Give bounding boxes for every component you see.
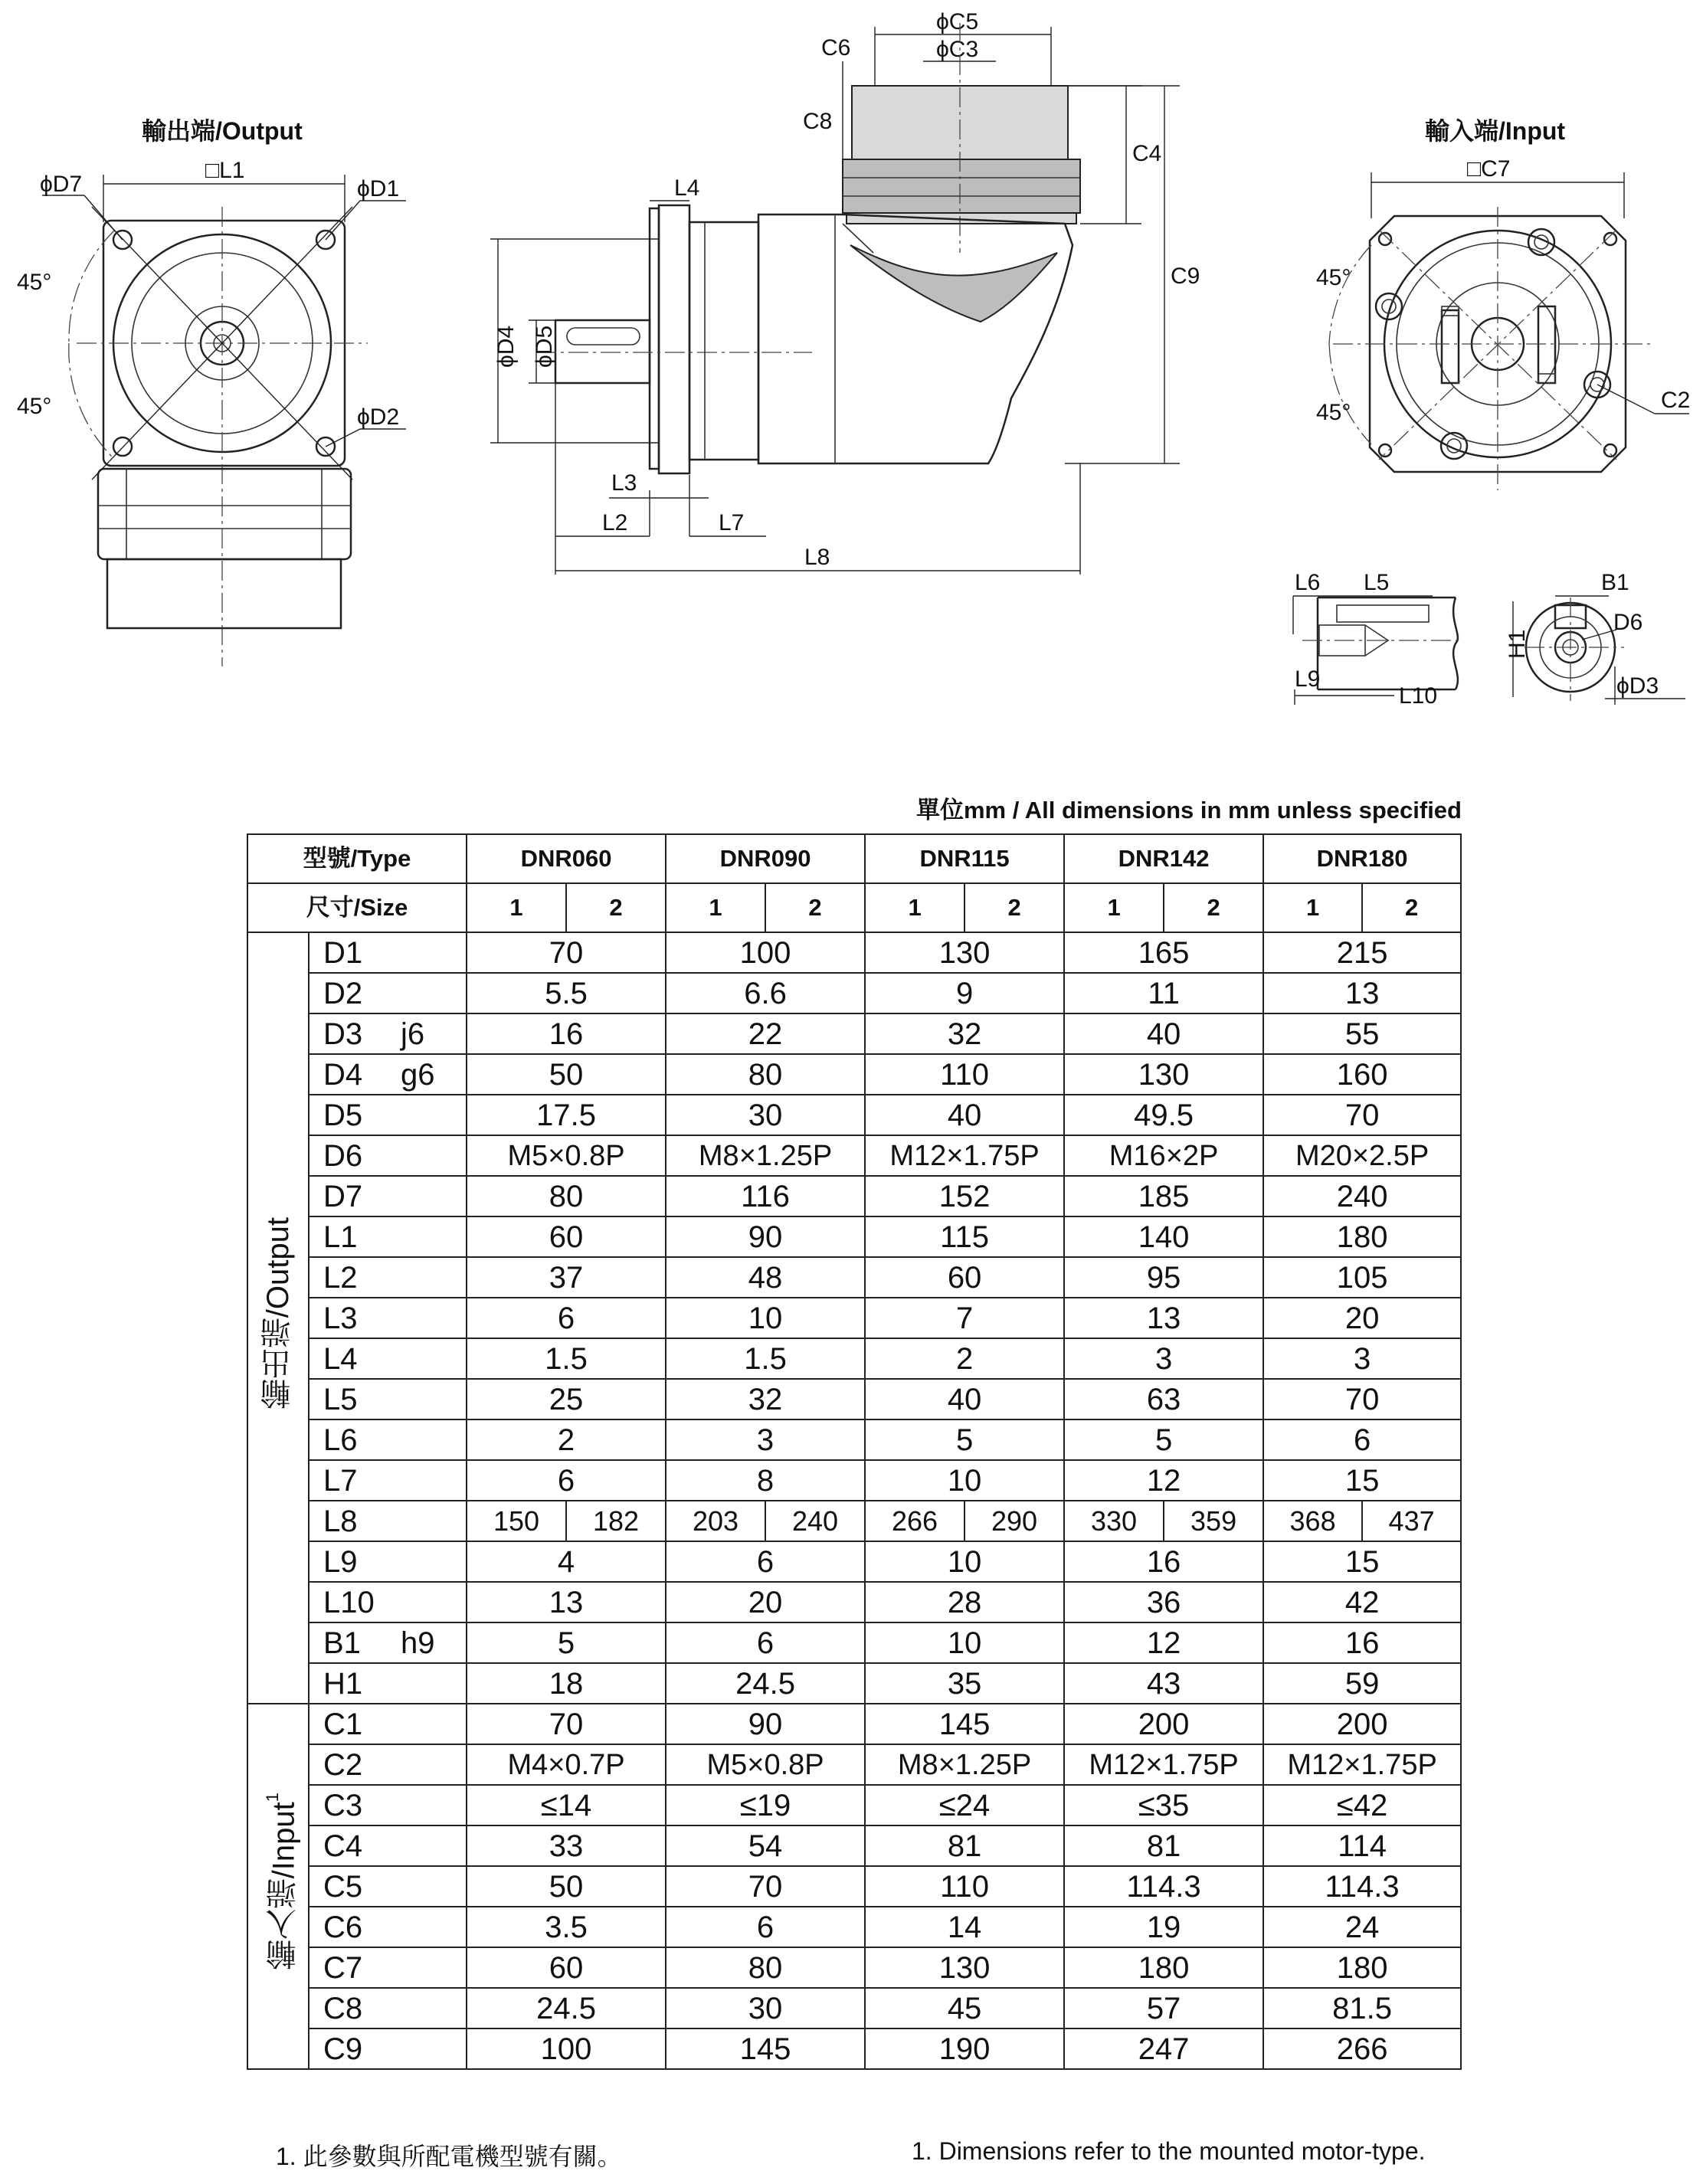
param-tolerance [378,2028,467,2069]
param-tolerance [378,1988,467,2028]
dim-C2: C2 [1661,388,1691,413]
model-header: DNR115 [865,834,1064,883]
angle-bottom-label: 45° [17,394,52,419]
value-cell: 50 [467,1866,666,1907]
param-name: B1 [309,1622,378,1663]
value-cell: 2 [467,1419,666,1460]
table-row [247,1947,1461,1988]
value-cell: M8×1.25P [865,1744,1064,1785]
value-cell: 130 [865,932,1064,973]
value-cell: 33 [467,1825,666,1866]
dim-D3: ϕD3 [1616,673,1659,699]
value-cell: 1.5 [467,1338,666,1379]
value-cell: 145 [666,2028,865,2069]
value-cell: 5 [865,1419,1064,1460]
value-cell: 145 [865,1704,1064,1744]
section-label [247,932,309,1704]
value-cell: 60 [865,1257,1064,1298]
value-cell: 55 [1263,1013,1461,1054]
value-cell: M12×1.75P [1263,1744,1461,1785]
dim-L3: L3 [611,470,637,496]
footnote-chinese: 1. 此參數與所配電機型號有關。 [276,2143,622,2170]
value-cell: 114.3 [1263,1866,1461,1907]
dim-D7: ϕD7 [40,172,83,197]
model-header: DNR090 [666,834,865,883]
value-cell: 140 [1064,1216,1263,1257]
value-cell: ≤14 [467,1785,666,1825]
value-cell: M8×1.25P [666,1135,865,1176]
param-name: C9 [309,2028,378,2069]
value-cell: 6 [1263,1419,1461,1460]
value-cell: 190 [865,2028,1064,2069]
param-name: L7 [309,1460,378,1501]
value-cell: 15 [1263,1460,1461,1501]
value-cell: 80 [666,1054,865,1095]
param-tolerance [378,1704,467,1744]
value-cell: 20 [1263,1298,1461,1338]
value-cell: 16 [1263,1622,1461,1663]
dim-C5: ϕC5 [936,9,979,34]
dim-L7: L7 [719,510,745,535]
model-header: DNR180 [1263,834,1461,883]
param-name: C1 [309,1704,378,1744]
value-cell: 110 [865,1866,1064,1907]
size-header: 2 [566,883,666,932]
value-cell: 11 [1064,973,1263,1013]
dim-L2: L2 [602,510,628,535]
param-name: D1 [309,932,378,973]
value-cell: 115 [865,1216,1064,1257]
value-cell: 100 [666,932,865,973]
param-name: C2 [309,1744,378,1785]
value-cell: 182 [566,1501,666,1541]
table-row [247,1257,1461,1298]
value-cell: 160 [1263,1054,1461,1095]
param-tolerance [378,1744,467,1785]
param-name: H1 [309,1663,378,1704]
param-name: D5 [309,1095,378,1135]
table-row [247,1988,1461,2028]
param-name: C7 [309,1947,378,1988]
param-tolerance [378,1135,467,1176]
section-footnote-marker: 1 [262,1793,282,1803]
input-angle-top-label: 45° [1316,265,1351,290]
value-cell: 30 [666,1988,865,2028]
param-tolerance: g6 [378,1054,467,1095]
table-row [247,1663,1461,1704]
table-row [247,1501,1461,1541]
param-name: L10 [309,1582,378,1622]
dim-L10: L10 [1399,683,1438,709]
param-name: C4 [309,1825,378,1866]
value-cell: 9 [865,973,1064,1013]
section-label-text: 輸入端/Input [267,1802,301,1971]
value-cell: 13 [1064,1298,1263,1338]
value-cell: 2 [865,1338,1064,1379]
value-cell: 330 [1064,1501,1164,1541]
value-cell: 6 [467,1298,666,1338]
value-cell: 105 [1263,1257,1461,1298]
value-cell: 100 [467,2028,666,2069]
value-cell: 5.5 [467,973,666,1013]
shaft-end-detail [1505,570,1685,705]
input-angle-bottom-label: 45° [1316,400,1351,425]
param-name: D6 [309,1135,378,1176]
input-view [1316,117,1690,490]
value-cell: 59 [1263,1663,1461,1704]
table-row [247,932,1461,973]
param-tolerance [378,1501,467,1541]
model-header: DNR142 [1064,834,1263,883]
value-cell: 24 [1263,1907,1461,1947]
param-name: C3 [309,1785,378,1825]
value-cell: 130 [1064,1054,1263,1095]
dim-D5: ϕD5 [532,325,557,368]
value-cell: 24.5 [467,1988,666,2028]
type-label: 型號/Type [247,834,467,883]
param-tolerance [378,1663,467,1704]
value-cell: 49.5 [1064,1095,1263,1135]
value-cell: 5 [1064,1419,1263,1460]
value-cell: 200 [1064,1704,1263,1744]
value-cell: 15 [1263,1541,1461,1582]
input-view-title: 輸入端/Input [1425,117,1566,145]
value-cell: 290 [964,1501,1064,1541]
value-cell: 60 [467,1947,666,1988]
output-view [17,117,406,666]
param-name: D2 [309,973,378,1013]
value-cell: 10 [865,1460,1064,1501]
value-cell: 57 [1064,1988,1263,2028]
table-row [247,1216,1461,1257]
param-name: L3 [309,1298,378,1338]
value-cell: 203 [666,1501,765,1541]
value-cell: 80 [666,1947,865,1988]
value-cell: 45 [865,1988,1064,2028]
size-header: 1 [865,883,964,932]
value-cell: 81 [865,1825,1064,1866]
param-name: L8 [309,1501,378,1541]
value-cell: 180 [1263,1947,1461,1988]
value-cell: M12×1.75P [1064,1744,1263,1785]
dim-D2: ϕD2 [357,404,400,430]
size-header: 1 [1263,883,1362,932]
value-cell: 37 [467,1257,666,1298]
value-cell: 16 [1064,1541,1263,1582]
dim-L8: L8 [804,545,830,570]
value-cell: 70 [666,1866,865,1907]
param-tolerance: j6 [378,1013,467,1054]
value-cell: 10 [865,1622,1064,1663]
value-cell: 25 [467,1379,666,1419]
param-tolerance [378,973,467,1013]
table-body [247,932,1461,2069]
section-label [247,1704,309,2069]
header-row-size [247,883,1461,932]
param-name: L1 [309,1216,378,1257]
value-cell: 54 [666,1825,865,1866]
value-cell: 19 [1064,1907,1263,1947]
value-cell: M16×2P [1064,1135,1263,1176]
value-cell: 22 [666,1013,865,1054]
dim-C7: □C7 [1467,156,1511,182]
angle-top-label: 45° [17,270,52,295]
value-cell: 116 [666,1176,865,1216]
dim-C4: C4 [1132,141,1162,166]
table-row [247,1095,1461,1135]
value-cell: 80 [467,1176,666,1216]
value-cell: 266 [1263,2028,1461,2069]
value-cell: 152 [865,1176,1064,1216]
value-cell: 247 [1064,2028,1263,2069]
technical-drawings [0,0,1703,735]
value-cell: 32 [666,1379,865,1419]
value-cell: 114 [1263,1825,1461,1866]
param-tolerance [378,1460,467,1501]
value-cell: M12×1.75P [865,1135,1064,1176]
value-cell: 266 [865,1501,964,1541]
param-name: L6 [309,1419,378,1460]
value-cell: 3 [666,1419,865,1460]
value-cell: 95 [1064,1257,1263,1298]
output-view-title: 輸出端/Output [142,117,303,145]
size-header: 2 [964,883,1064,932]
param-name: L5 [309,1379,378,1419]
value-cell: 28 [865,1582,1064,1622]
unit-note: 單位mm / All dimensions in mm unless specified [915,797,1462,824]
table-row [247,1622,1461,1663]
param-name: L4 [309,1338,378,1379]
value-cell: 215 [1263,932,1461,973]
param-tolerance [378,1541,467,1582]
value-cell: 10 [666,1298,865,1338]
value-cell: 20 [666,1582,865,1622]
value-cell: 70 [1263,1379,1461,1419]
dim-D4: ϕD4 [493,325,519,368]
param-tolerance: h9 [378,1622,467,1663]
value-cell: 359 [1164,1501,1263,1541]
value-cell: 240 [765,1501,865,1541]
param-name: C6 [309,1907,378,1947]
dim-B1: B1 [1601,570,1629,595]
param-tolerance [378,1095,467,1135]
table-row [247,1135,1461,1176]
value-cell: 90 [666,1216,865,1257]
param-tolerance [378,1176,467,1216]
param-tolerance [378,1257,467,1298]
value-cell: 7 [865,1298,1064,1338]
param-name: L2 [309,1257,378,1298]
value-cell: ≤35 [1064,1785,1263,1825]
table-row [247,1419,1461,1460]
value-cell: 70 [467,1704,666,1744]
value-cell: 6 [666,1541,865,1582]
value-cell: 70 [467,932,666,973]
param-tolerance [378,1419,467,1460]
value-cell: 16 [467,1013,666,1054]
value-cell: 180 [1263,1216,1461,1257]
table-row [247,1825,1461,1866]
value-cell: 1.5 [666,1338,865,1379]
size-header: 1 [467,883,566,932]
size-header: 2 [765,883,865,932]
value-cell: 17.5 [467,1095,666,1135]
value-cell: 12 [1064,1622,1263,1663]
value-cell: 81 [1064,1825,1263,1866]
value-cell: 14 [865,1907,1064,1947]
model-header: DNR060 [467,834,666,883]
param-name: D7 [309,1176,378,1216]
value-cell: 6 [666,1907,865,1947]
table-row [247,1744,1461,1785]
dim-L1: □L1 [205,158,245,183]
value-cell: 180 [1064,1947,1263,1988]
value-cell: 35 [865,1663,1064,1704]
value-cell: 48 [666,1257,865,1298]
value-cell: 6.6 [666,973,865,1013]
value-cell: 36 [1064,1582,1263,1622]
param-name: D4 [309,1054,378,1095]
size-header: 1 [1064,883,1164,932]
dim-L5: L5 [1364,570,1390,595]
dim-L9: L9 [1295,666,1321,692]
value-cell: 3.5 [467,1907,666,1947]
table-row [247,1541,1461,1582]
table-row [247,973,1461,1013]
size-header: 2 [1362,883,1461,932]
value-cell: 60 [467,1216,666,1257]
value-cell: 18 [467,1663,666,1704]
size-label: 尺寸/Size [247,883,467,932]
table-row [247,1907,1461,1947]
value-cell: 165 [1064,932,1263,973]
param-tolerance [378,1298,467,1338]
value-cell: 114.3 [1064,1866,1263,1907]
param-name: D3 [309,1013,378,1054]
dim-D1: ϕD1 [357,176,400,201]
dimensions-table [247,833,1462,2070]
param-name: C5 [309,1866,378,1907]
param-tolerance [378,1785,467,1825]
param-tolerance [378,1379,467,1419]
dim-C6: C6 [821,35,851,61]
param-tolerance [378,1582,467,1622]
dim-L6: L6 [1295,570,1321,595]
value-cell: 437 [1362,1501,1461,1541]
table-row [247,1338,1461,1379]
dim-C8: C8 [803,109,833,134]
size-header: 2 [1164,883,1263,932]
shaft-detail [1293,570,1463,709]
param-tolerance [378,1866,467,1907]
table-row [247,1379,1461,1419]
dim-C3: ϕC3 [936,37,979,62]
value-cell: 24.5 [666,1663,865,1704]
value-cell: 110 [865,1054,1064,1095]
dim-L4: L4 [674,175,700,201]
value-cell: 240 [1263,1176,1461,1216]
param-tolerance [378,1947,467,1988]
value-cell: 32 [865,1013,1064,1054]
value-cell: 30 [666,1095,865,1135]
dim-H1: H1 [1505,629,1530,659]
value-cell: 130 [865,1947,1064,1988]
param-tolerance [378,1216,467,1257]
value-cell: 200 [1263,1704,1461,1744]
value-cell: 50 [467,1054,666,1095]
table-row [247,1866,1461,1907]
value-cell: 3 [1263,1338,1461,1379]
param-tolerance [378,932,467,973]
value-cell: M5×0.8P [467,1135,666,1176]
value-cell: 81.5 [1263,1988,1461,2028]
value-cell: 40 [1064,1013,1263,1054]
value-cell: 70 [1263,1095,1461,1135]
dim-D6: D6 [1613,610,1643,635]
value-cell: 8 [666,1460,865,1501]
param-tolerance [378,1338,467,1379]
side-view [490,9,1200,575]
param-tolerance [378,1907,467,1947]
value-cell: 13 [467,1582,666,1622]
table-row [247,1054,1461,1095]
value-cell: 42 [1263,1582,1461,1622]
table-row [247,1013,1461,1054]
value-cell: 12 [1064,1460,1263,1501]
value-cell: ≤24 [865,1785,1064,1825]
param-name: C8 [309,1988,378,2028]
value-cell: ≤19 [666,1785,865,1825]
table-row [247,1176,1461,1216]
value-cell: M5×0.8P [666,1744,865,1785]
value-cell: 43 [1064,1663,1263,1704]
table-row [247,1298,1461,1338]
section-label-text: 輸出端/Output [261,1216,295,1410]
value-cell: 150 [467,1501,566,1541]
value-cell: 4 [467,1541,666,1582]
table-row [247,1460,1461,1501]
table-row [247,1704,1461,1744]
table-row [247,1785,1461,1825]
size-header: 1 [666,883,765,932]
value-cell: 63 [1064,1379,1263,1419]
footnote-english: 1. Dimensions refer to the mounted motor-type. [912,2137,1426,2165]
param-name: L9 [309,1541,378,1582]
value-cell: 6 [467,1460,666,1501]
value-cell: 6 [666,1622,865,1663]
value-cell: 368 [1263,1501,1362,1541]
value-cell: 13 [1263,973,1461,1013]
header-row-type [247,834,1461,883]
value-cell: M20×2.5P [1263,1135,1461,1176]
dim-C9: C9 [1171,264,1200,289]
value-cell: M4×0.7P [467,1744,666,1785]
value-cell: 3 [1064,1338,1263,1379]
value-cell: 90 [666,1704,865,1744]
table-row [247,1582,1461,1622]
value-cell: 5 [467,1622,666,1663]
value-cell: 40 [865,1095,1064,1135]
value-cell: 40 [865,1379,1064,1419]
value-cell: 185 [1064,1176,1263,1216]
value-cell: ≤42 [1263,1785,1461,1825]
param-tolerance [378,1825,467,1866]
value-cell: 10 [865,1541,1064,1582]
table-row [247,2028,1461,2069]
